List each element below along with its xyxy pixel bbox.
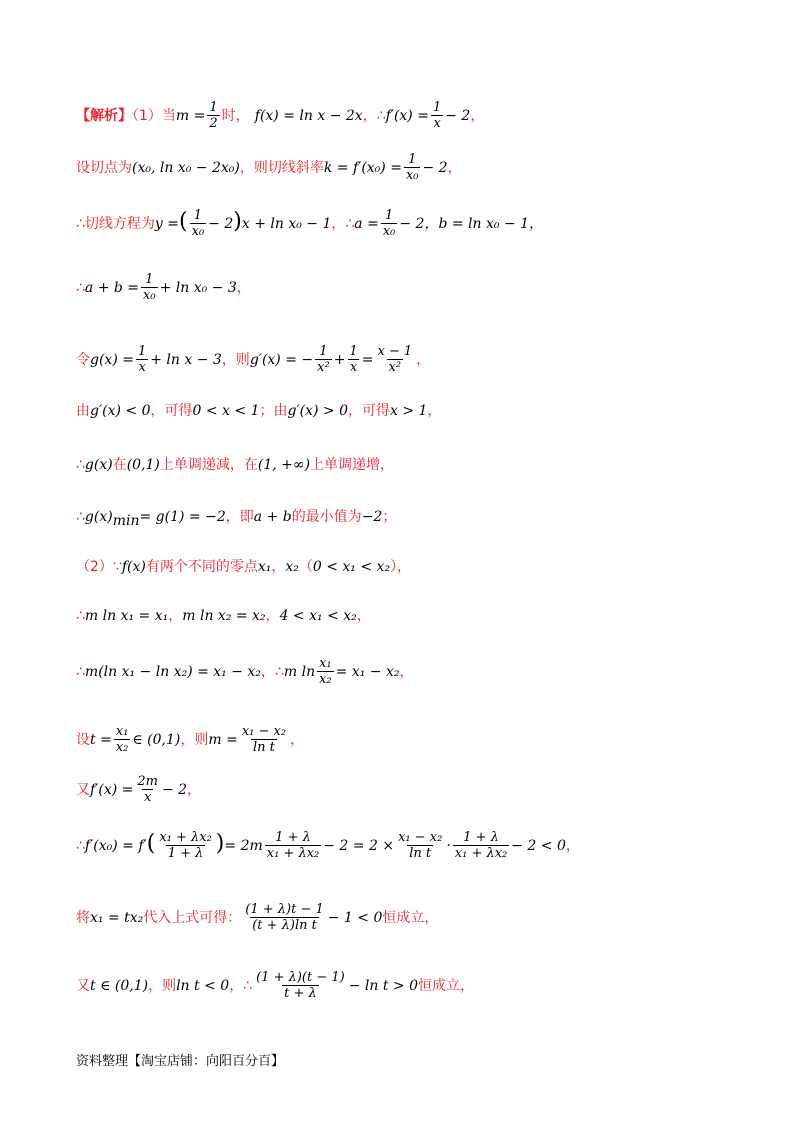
line-5: 令g(x) = $\frac{1}{x}$ + ln x − 3，则g′(x) = − $\frac{1}{\text{x²}}$ + $\frac{1}{x}$ = $\frac{x - 1}{\text{x²}}$ ，: [76, 344, 431, 375]
line-13: 又f′(x) = $\frac{2m}{x}$ − 2，: [76, 774, 202, 805]
fraction: $\frac{\text{x₁ − x₂}}{\text{ln t}}$: [241, 724, 287, 755]
fraction: $\frac{2m}{x}$: [137, 774, 158, 805]
line-7: ∴g(x)在(0,1)上单调递减，在(1, +∞)上单调递增，: [76, 457, 395, 473]
line-1: 【解析】（1）当m = $\frac{1}{2}$ 时， f(x) = ln x − 2x，∴f′(x) = $\frac{1}{x}$ − 2，: [76, 100, 485, 131]
fraction: $\frac{1}{\text{x²}}$: [317, 344, 330, 375]
fraction: $\frac{1}{\text{x₀}}$: [143, 272, 156, 303]
fraction: $\frac{1}{\text{x₀}}$: [191, 208, 205, 239]
fraction: $\frac{1}{x}$: [137, 344, 147, 375]
line-8: $\therefore g(x)_{min}= g(1) = -2$，即a + b的最小值为−2；: [76, 509, 397, 530]
fraction: $\frac{1}{x}$: [349, 344, 358, 375]
line-6: 由g′(x) < 0，可得0 < x < 1；由g′(x) > 0，可得x > 1，: [76, 403, 442, 419]
fraction: $\frac{1 + \lambda}{\text{x₁ + λx₂}}$: [266, 830, 320, 861]
fraction: $\frac{1}{2}$: [209, 100, 218, 131]
line-14: ∴f′(x₀) = f′( $\frac{\text{x₁ + λx₂}}{1 + \lambda}$ )= 2m $\frac{1 + \lambda}{\text{x₁ + λx₂}}$ − 2 = 2 × $\frac{\text{x₁ − x₂}}{\text{ln t}}$ · $\frac{1 + \lambda}{\text{x₁ + λx₂}}$ − 2 < 0，: [76, 830, 580, 861]
line-12: 设t = $\frac{\text{x₁}}{\text{x₂}}$ ∈ (0,1)，则m = $\frac{\text{x₁ − x₂}}{\text{ln t}}$ ，: [76, 724, 305, 755]
fraction: $\frac{\text{x₁ − x₂}}{\text{ln t}}$: [398, 830, 443, 861]
line-2: 设切点为(x₀, ln x₀ − 2x₀)，则切线斜率k = f′(x₀) = $\frac{1}{\text{x₀}}$ − 2，: [76, 152, 462, 183]
analysis-label: 【解析】: [76, 108, 132, 124]
fraction: $\frac{1}{x}$: [432, 100, 442, 131]
line-3: ∴切线方程为y =( $\frac{1}{\text{x₀}}$ − 2)x + ln x₀ − 1，∴a = $\frac{1}{\text{x₀}}$ − 2，b = ln x₀ − 1，: [76, 208, 544, 239]
fraction: $\frac{(1 + \lambda)(t - 1)}{t + \lambda}$: [256, 970, 345, 1001]
fraction: $\frac{\text{x₁ + λx₂}}{1 + \lambda}$: [159, 830, 212, 861]
line-9: （2）∵f(x)有两个不同的零点x₁，x₂（0 < x₁ < x₂），: [76, 559, 412, 575]
fraction: $\frac{\text{x₁}}{\text{x₂}}$: [115, 724, 129, 755]
fraction: $\frac{(1 + \lambda)t - 1}{\text{(t + λ)ln t}}$: [245, 902, 324, 933]
line-16: 又t ∈ (0,1)，则ln t < 0，∴ $\frac{(1 + \lambda)(t - 1)}{t + \lambda}$ − ln t > 0恒成立，: [76, 970, 475, 1001]
fraction: $\frac{x - 1}{\text{x²}}$: [377, 344, 413, 375]
fraction: $\frac{1 + \lambda}{\text{x₁ + λx₂}}$: [454, 830, 508, 861]
fraction: $\frac{1}{\text{x₀}}$: [405, 152, 419, 183]
line-4: ∴a + b = $\frac{1}{\text{x₀}}$ + ln x₀ − 3，: [76, 272, 251, 303]
line-10: ∴m ln x₁ = x₁，m ln x₂ = x₂，4 < x₁ < x₂，: [76, 608, 371, 624]
line-15: 将x₁ = tx₂代入上式可得： $\frac{(1 + \lambda)t - 1}{\text{(t + λ)ln t}}$ − 1 < 0恒成立，: [76, 902, 439, 933]
line-11: ∴m(ln x₁ − ln x₂) = x₁ − x₂，∴m ln $\frac{\text{x₁}}{\text{x₂}}$ = x₁ − x₂，: [76, 656, 414, 687]
footer-text: 资料整理【淘宝店铺：向阳百分百】: [76, 1054, 285, 1069]
fraction: $\frac{1}{\text{x₀}}$: [382, 208, 396, 239]
fraction: $\frac{\text{x₁}}{\text{x₂}}$: [319, 656, 332, 687]
